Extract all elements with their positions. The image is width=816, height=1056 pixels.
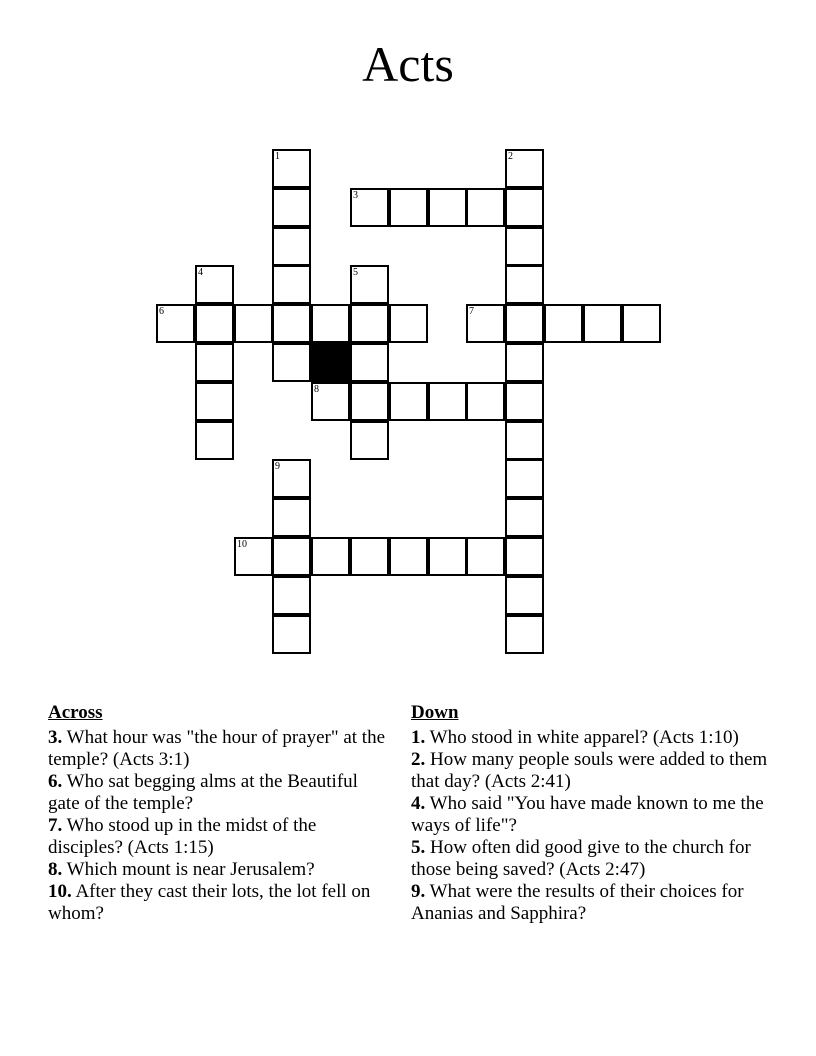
across-heading: Across xyxy=(48,702,103,723)
clue-number: 4 xyxy=(198,267,203,278)
grid-cell[interactable] xyxy=(505,149,544,188)
grid-cell[interactable] xyxy=(195,343,234,382)
clue-text: Who sat begging alms at the Beautiful gate of the temple? xyxy=(48,771,358,814)
clue-number-label: 10. xyxy=(48,881,72,902)
grid-cell[interactable] xyxy=(505,576,544,615)
clue-number-label: 9. xyxy=(411,881,426,902)
clue-number: 9 xyxy=(275,461,280,472)
black-square xyxy=(311,343,350,382)
grid-cell[interactable] xyxy=(195,421,234,460)
grid-cell[interactable] xyxy=(505,382,544,421)
clue-number: 10 xyxy=(237,539,247,550)
grid-cell[interactable] xyxy=(350,382,389,421)
grid-cell[interactable] xyxy=(272,343,311,382)
grid-cell[interactable] xyxy=(234,304,273,343)
grid-cell[interactable] xyxy=(311,537,350,576)
clue-text: After they cast their lots, the lot fell on whom? xyxy=(48,881,371,924)
grid-cell[interactable] xyxy=(389,537,428,576)
grid-cell[interactable] xyxy=(272,576,311,615)
grid-cell[interactable] xyxy=(505,498,544,537)
grid-cell[interactable] xyxy=(350,304,389,343)
grid-cell[interactable] xyxy=(156,304,195,343)
grid-cell[interactable] xyxy=(272,498,311,537)
grid-cell[interactable] xyxy=(350,343,389,382)
grid-cell[interactable] xyxy=(505,615,544,654)
grid-cell[interactable] xyxy=(272,615,311,654)
clue-number-label: 3. xyxy=(48,727,63,748)
down-clues xyxy=(411,702,771,925)
clue-number: 3 xyxy=(353,190,358,201)
page-title: Acts xyxy=(362,36,454,92)
down-clue xyxy=(411,837,771,881)
clue-number-label: 5. xyxy=(411,837,426,858)
clue-text: How many people souls were added to them that day? (Acts 2:41) xyxy=(411,749,768,792)
grid-cell[interactable] xyxy=(505,227,544,266)
grid-cell[interactable] xyxy=(544,304,583,343)
down-clue xyxy=(411,881,771,925)
clue-text: Who stood up in the midst of the disciples? (Acts 1:15) xyxy=(48,815,317,858)
grid-cell[interactable] xyxy=(505,343,544,382)
clue-number: 5 xyxy=(353,267,358,278)
down-clue xyxy=(411,749,771,793)
grid-cell[interactable] xyxy=(195,382,234,421)
grid-cell[interactable] xyxy=(272,537,311,576)
across-clues xyxy=(48,702,393,925)
clue-number: 6 xyxy=(159,306,164,317)
clue-number-label: 2. xyxy=(411,749,426,770)
grid-cell[interactable] xyxy=(505,421,544,460)
clue-text: What hour was "the hour of prayer" at the temple? (Acts 3:1) xyxy=(48,727,386,770)
grid-cell[interactable] xyxy=(350,188,389,227)
grid-cell[interactable] xyxy=(505,265,544,304)
grid-cell[interactable] xyxy=(505,537,544,576)
across-clue xyxy=(48,771,393,815)
clue-text: How often did good give to the church for those being saved? (Acts 2:47) xyxy=(411,837,751,880)
clue-number: 7 xyxy=(469,306,474,317)
clue-number-label: 1. xyxy=(411,727,426,748)
down-clue xyxy=(411,793,771,837)
grid-cell[interactable] xyxy=(505,459,544,498)
grid-cell[interactable] xyxy=(195,304,234,343)
across-clue xyxy=(48,727,393,771)
clue-number-label: 4. xyxy=(411,793,426,814)
across-clue-list xyxy=(48,727,393,925)
down-heading: Down xyxy=(411,702,459,723)
grid-cell[interactable] xyxy=(389,304,428,343)
clue-text: Who said "You have made known to me the ways of life"? xyxy=(411,793,764,836)
grid-cell[interactable] xyxy=(428,188,467,227)
grid-cell[interactable] xyxy=(466,382,505,421)
grid-cell[interactable] xyxy=(583,304,622,343)
grid-cell[interactable] xyxy=(272,149,311,188)
grid-cell[interactable] xyxy=(272,304,311,343)
across-clue xyxy=(48,881,393,925)
grid-cell[interactable] xyxy=(505,304,544,343)
grid-cell[interactable] xyxy=(466,188,505,227)
grid-cell[interactable] xyxy=(466,304,505,343)
grid-cell[interactable] xyxy=(272,227,311,266)
grid-cell[interactable] xyxy=(505,188,544,227)
grid-cell[interactable] xyxy=(350,265,389,304)
grid-cell[interactable] xyxy=(389,382,428,421)
clue-number-label: 7. xyxy=(48,815,63,836)
clue-number-label: 8. xyxy=(48,859,63,880)
grid-cell[interactable] xyxy=(234,537,273,576)
grid-cell[interactable] xyxy=(389,188,428,227)
clue-text: Which mount is near Jerusalem? xyxy=(66,859,315,880)
clue-number: 2 xyxy=(508,151,513,162)
clue-number: 1 xyxy=(275,151,280,162)
clue-text: What were the results of their choices for Ananias and Sapphira? xyxy=(411,881,744,924)
grid-cell[interactable] xyxy=(622,304,661,343)
grid-cell[interactable] xyxy=(466,537,505,576)
grid-cell[interactable] xyxy=(350,537,389,576)
across-clue xyxy=(48,859,393,881)
down-clue-list xyxy=(411,727,771,925)
down-clue xyxy=(411,727,771,749)
clue-number: 8 xyxy=(314,384,319,395)
grid-cell[interactable] xyxy=(311,304,350,343)
grid-cell[interactable] xyxy=(272,188,311,227)
grid-cell[interactable] xyxy=(272,265,311,304)
grid-cell[interactable] xyxy=(272,459,311,498)
grid-cell[interactable] xyxy=(195,265,234,304)
clue-text: Who stood in white apparel? (Acts 1:10) xyxy=(429,727,739,748)
grid-cell[interactable] xyxy=(311,382,350,421)
clue-number-label: 6. xyxy=(48,771,63,792)
grid-cell[interactable] xyxy=(428,537,467,576)
across-clue xyxy=(48,815,393,859)
grid-cell[interactable] xyxy=(350,421,389,460)
grid-cell[interactable] xyxy=(428,382,467,421)
